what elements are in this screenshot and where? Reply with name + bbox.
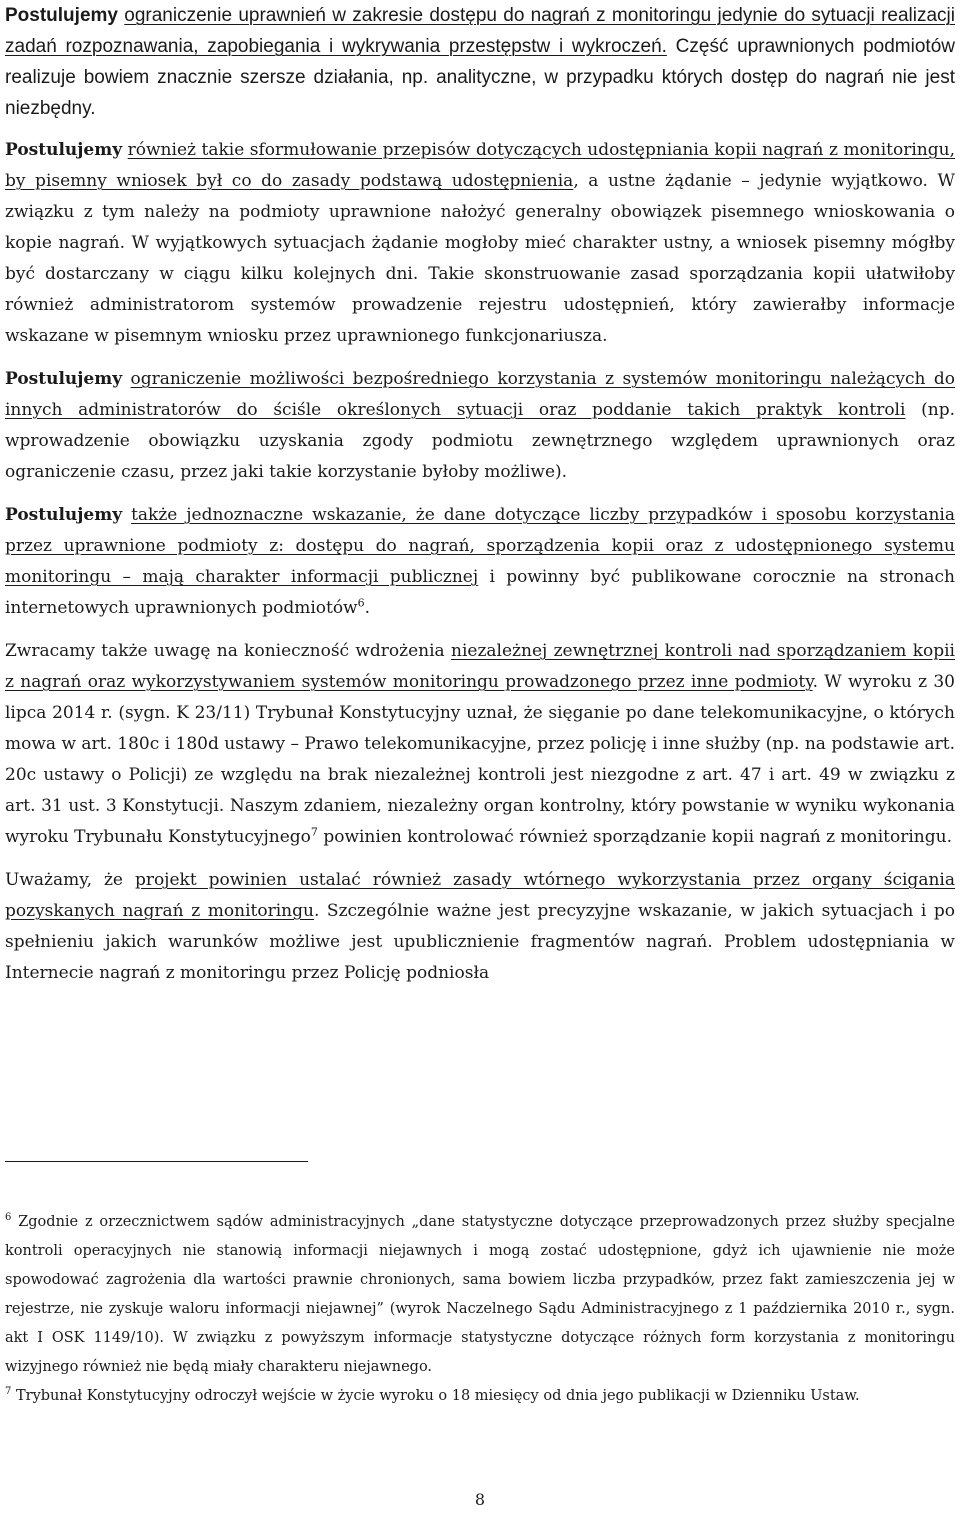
paragraph-1-text: Część uprawnionych podmiotów realizuje bowiem znacznie szersze działania, np. analityczne, w przypadku których dostęp do nagrań nie jest niezbędny. [5, 36, 955, 119]
paragraph-2-emphasis: również takie sformułowanie przepisów dotyczących udostępniania kopii nagrań z monitoringu, by pisemny wniosek był co do zasady podstawą udostępnienia [5, 140, 955, 191]
paragraph-3-emphasis: ograniczenie możliwości bezpośredniego korzystania z systemów monitoringu należących do innych administratorów do ściśle określonych sytuacji oraz poddanie takich praktyk kontroli [5, 369, 955, 420]
footnote-7 [5, 1382, 955, 1411]
paragraph-1-emphasis: ograniczenie uprawnień w zakresie dostępu do nagrań z monitoringu jedynie do sytuacji realizacji zadań rozpoznawania, zapobiegania i wykrywania przestępstw i wykroczeń. [5, 5, 955, 57]
paragraph-4-end: . [364, 598, 371, 618]
footnote-7-text: Trybunał Konstytucyjny odroczył wejście w życie wyroku o 18 miesięcy od dnia jego publikacji w Dzienniku Ustaw. [11, 1388, 860, 1404]
footnote-6 [5, 1208, 955, 1382]
paragraph-4-lead: Postulujemy [5, 505, 123, 525]
footnotes [5, 1208, 955, 1411]
paragraph-1-lead: Postulujemy [5, 5, 118, 26]
paragraph-2-text: , a ustne żądanie – jedynie wyjątkowo. W związku z tym należy na podmioty uprawnione nałożyć generalny obowiązek pisemnego wnioskowania o kopie nagrań. W wyjątkowych sytuacjach żądanie mogłoby mieć charakter ustny, a wniosek pisemny mógłby być dostarczany w ciągu kilku kolejnych dni. Takie skonstruowanie zasad sporządzania kopii ułatwiłoby również administratorom systemów prowadzenie rejestru udostępnień, który zawierałby informacje wskazane w pisemnym wniosku przez uprawnionego funkcjonariusza. [5, 171, 956, 346]
paragraph-3-text: (np. wprowadzenie obowiązku uzyskania zgody podmiotu zewnętrznego względem uprawnionych oraz ograniczenie czasu, przez jaki takie korzystanie byłoby możliwe). [5, 400, 955, 482]
paragraph-2 [5, 135, 955, 352]
paragraph-5 [5, 636, 955, 853]
paragraph-1 [5, 0, 955, 124]
paragraph-6-text: . Szczególnie ważne jest precyzyjne wskazanie, w jakich sytuacjach i po spełnieniu jakich warunków możliwe jest upublicznienie fragmentów nagrań. Problem udostępniania w Internecie nagrań z monitoringu przez Policję podniosła [5, 901, 956, 983]
paragraph-3-lead: Postulujemy [5, 369, 123, 389]
footnote-6-marker: 6 [5, 1212, 12, 1224]
paragraph-5-text: . W wyroku z 30 lipca 2014 r. (sygn. K 23/11) Trybunał Konstytucyjny uznał, że sięganie po dane telekomunikacyjne, o których mowa w art. 180c i 180d ustawy – Prawo telekomunikacyjne, przez policję i inne służby (np. na podstawie art. 20c ustawy o Policji) ze względu na brak niezależnej kontroli jest niezgodne z art. 47 i art. 49 w związku z art. 31 ust. 3 Konstytucji. Naszym zdaniem, niezależny organ kontrolny, który powstanie w wyniku wykonania wyroku Trybunału Konstytucyjnego [5, 672, 955, 847]
paragraph-3 [5, 364, 955, 488]
paragraph-2-lead: Postulujemy [5, 140, 123, 160]
paragraph-4 [5, 500, 955, 624]
paragraph-5-end: powinien kontrolować również sporządzanie kopii nagrań z monitoringu. [317, 827, 952, 847]
footnote-ref-6[interactable]: 6 [357, 596, 365, 610]
paragraph-5-emphasis: niezależnej zewnętrznej kontroli nad sporządzaniem kopii z nagrań oraz wykorzystywaniem systemów monitoringu prowadzonego przez inne podmioty [5, 641, 955, 692]
paragraph-4-emphasis: także jednoznaczne wskazanie, że dane dotyczące liczby przypadków i sposobu korzystania przez uprawnione podmioty z: dostępu do nagrań, sporządzenia kopii oraz z udostępnionego systemu monitoringu – mają charakter informacji publicznej [5, 505, 956, 587]
footnote-7-marker: 7 [5, 1386, 12, 1398]
footnote-ref-7[interactable]: 7 [310, 825, 318, 839]
paragraph-5-lead: Zwracamy także uwagę na konieczność wdrożenia [5, 641, 452, 661]
paragraph-6-emphasis: projekt powinien ustalać również zasady wtórnego wykorzystania przez organy ścigania pozyskanych nagrań z monitoringu [5, 870, 955, 921]
footnote-separator [5, 1161, 308, 1162]
paragraph-6-lead: Uważamy, że [5, 870, 135, 890]
paragraph-4-text: i powinny być publikowane corocznie na stronach internetowych uprawnionych podmiotów [5, 567, 956, 618]
paragraph-6 [5, 865, 955, 989]
document-body [5, 0, 955, 989]
footnote-6-text: Zgodnie z orzecznictwem sądów administracyjnych „dane statystyczne dotyczące przeprowadzonych przez służby specjalne kontroli operacyjnych nie stanowią informacji niejawnych i mogą zostać udostępnione, gdyż ich ujawnienie nie może spowodować zagrożenia dla wartości prawnie chronionych, sama bowiem liczba przypadków, przez fakt zamieszczenia jej w rejestrze, nie zyskuje waloru informacji niejawnej” (wyrok Naczelnego Sądu Administracyjnego z 1 października 2010 r., sygn. akt I OSK 1149/10). W związku z powyższym informacje statystyczne dotyczące różnych form korzystania z monitoringu wizyjnego również nie będą miały charakteru niejawnego. [5, 1214, 955, 1375]
page-number: 8 [474, 1490, 486, 1509]
